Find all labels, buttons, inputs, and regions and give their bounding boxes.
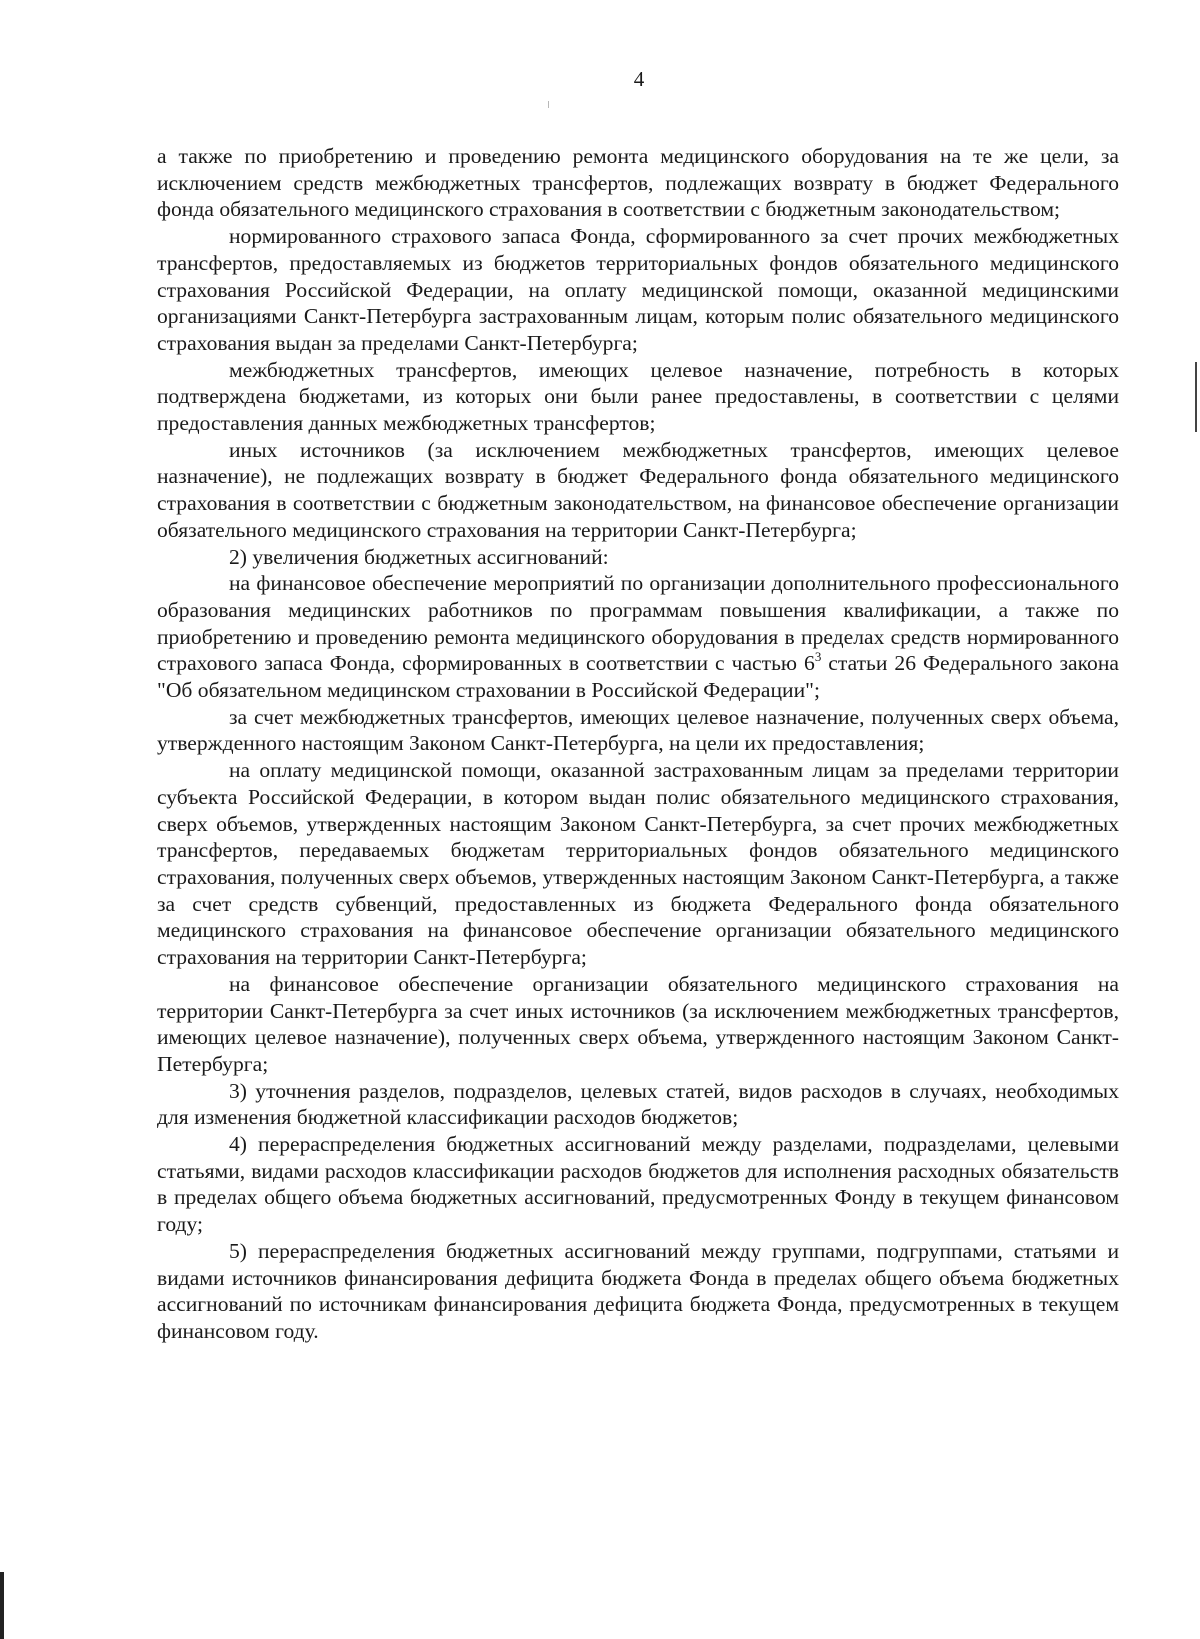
document-body xyxy=(157,143,1119,1345)
paragraph-with-superscript xyxy=(157,570,1119,704)
list-item-4: 4) перераспределения бюджетных ассигнований между разделами, подразделами, целевыми статьями, видами расходов классификации расходов бюджетов для исполнения расходных обязательств в пределах общего объема бюджетных ассигнований, предусмотренных Фонду в текущем финансовом году; xyxy=(157,1132,1119,1237)
paragraph: иных источников (за исключением межбюджетных трансфертов, имеющих целевое назначение), не подлежащих возврату в бюджет Федерального фонда обязательного медицинского страхования в соответствии с бюджетным законодательством, на финансовое обеспечение организации обязательного медицинского страхования на территории Санкт-Петербурга; xyxy=(157,437,1119,542)
scan-tick-mark xyxy=(548,101,549,108)
list-item-5: 5) перераспределения бюджетных ассигнований между группами, подгруппами, статьями и видами источников финансирования дефицита бюджета Фонда в пределах общего объема бюджетных ассигнований по источникам финансирования дефицита бюджета Фонда, предусмотренных в текущем финансовом году. xyxy=(157,1238,1119,1343)
paragraph-text: статьи 26 Федерального закона "Об обязательном медицинском страховании в Российской Федерации"; xyxy=(157,651,1119,703)
scan-edge-mark xyxy=(0,1572,4,1639)
list-item-2: 2) увеличения бюджетных ассигнований: xyxy=(229,544,609,569)
page-number: 4 xyxy=(633,67,645,91)
paragraph: межбюджетных трансфертов, имеющих целевое назначение, потребность в которых подтверждена бюджетами, из которых они были ранее предоставлены, в соответствии с целями предоставления данных межбюджетных трансфертов; xyxy=(157,357,1119,436)
superscript: 3 xyxy=(814,649,822,665)
list-item-3: 3) уточнения разделов, подразделов, целевых статей, видов расходов в случаях, необходимых для изменения бюджетной классификации расходов бюджетов; xyxy=(157,1078,1119,1130)
paragraph: за счет межбюджетных трансфертов, имеющих целевое назначение, полученных сверх объема, утвержденного настоящим Законом Санкт-Петербурга, на цели их предоставления; xyxy=(157,704,1119,756)
paragraph: нормированного страхового запаса Фонда, сформированного за счет прочих межбюджетных трансфертов, предоставляемых из бюджетов территориальных фондов обязательного медицинского страхования Российской Федерации, на оплату медицинской помощи, оказанной медицинскими организациями Санкт-Петербурга застрахованным лицам, которым полис обязательного медицинского страхования выдан за пределами Санкт-Петербурга; xyxy=(157,224,1119,355)
paragraph-continuation: а также по приобретению и проведению ремонта медицинского оборудования на те же цели, за исключением средств межбюджетных трансфертов, подлежащих возврату в бюджет Федерального фонда обязательного медицинского страхования в соответствии с бюджетным законодательством; xyxy=(157,144,1119,222)
paragraph: на оплату медицинской помощи, оказанной застрахованным лицам за пределами территории субъекта Российской Федерации, в котором выдан полис обязательного медицинского страхования, сверх объемов, утвержденных настоящим Законом Санкт-Петербурга, за счет прочих межбюджетных трансфертов, передаваемых бюджетам территориальных фондов обязательного медицинского страхования, полученных сверх объемов, утвержденных настоящим Законом Санкт-Петербурга, а также за счет средств субвенций, предоставленных из бюджета Федерального фонда обязательного медицинского страхования на финансовое обеспечение организации обязательного медицинского страхования на территории Санкт-Петербурга; xyxy=(157,758,1119,970)
paragraph-text: на финансовое обеспечение мероприятий по организации дополнительного профессионального образования медицинских работников по программам повышения квалификации, а также по приобретению и проведению ремонта медицинского оборудования в пределах средств нормированного страхового запаса Фонда, сформированных в соответствии с частью 6 xyxy=(157,571,1119,676)
scan-edge-mark xyxy=(1195,362,1197,432)
paragraph: на финансовое обеспечение организации обязательного медицинского страхования на территории Санкт-Петербурга за счет иных источников (за исключением межбюджетных трансфертов, имеющих целевое назначение), полученных сверх объема, утвержденного настоящим Законом Санкт-Петербурга; xyxy=(157,971,1119,1076)
